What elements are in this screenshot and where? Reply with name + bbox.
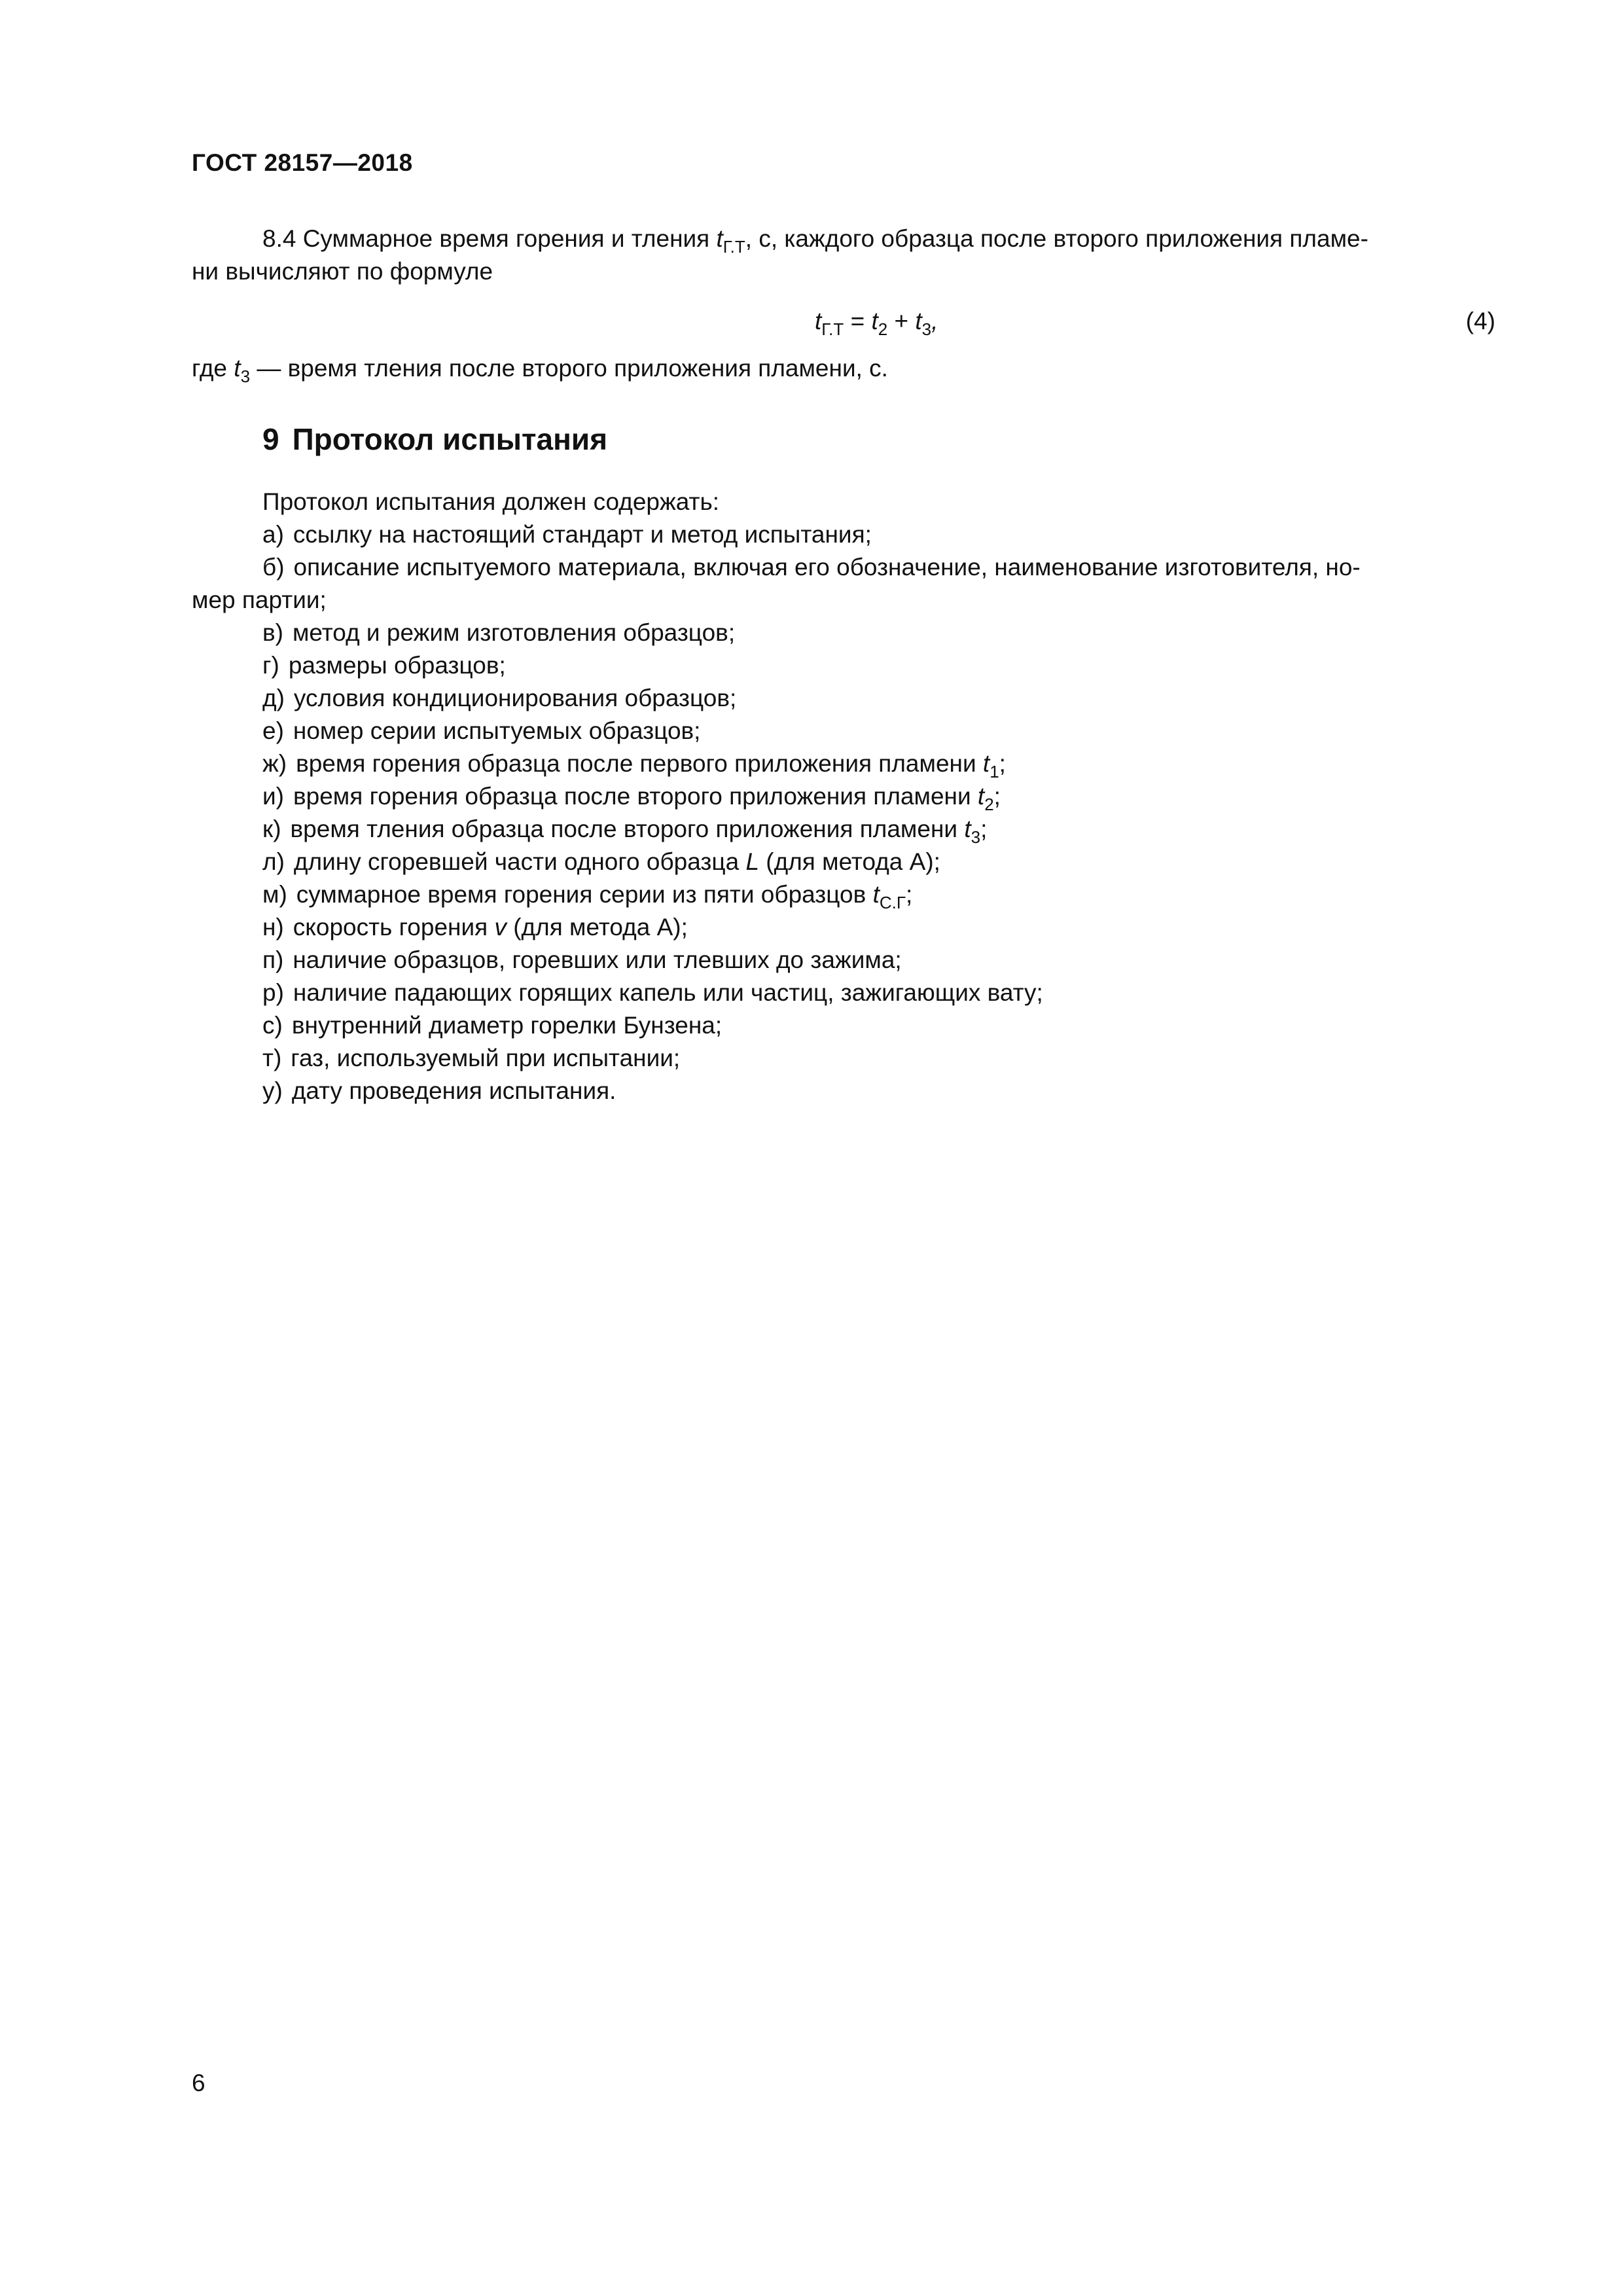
list-marker: в) bbox=[262, 619, 283, 646]
list-item bbox=[192, 518, 1495, 551]
list-item-text: суммарное время горения серии из пяти образцов bbox=[296, 881, 866, 908]
list-item-text: время горения образца после второго приложения пламени bbox=[293, 783, 971, 810]
list-item-text: скорость горения bbox=[293, 914, 488, 941]
list-item-subscript: 1 bbox=[990, 762, 999, 781]
document-code: ГОСТ 28157—2018 bbox=[192, 149, 413, 176]
formula-explanation bbox=[192, 352, 888, 385]
list-item-subscript: С.Г bbox=[879, 893, 906, 912]
formula-row bbox=[192, 305, 1495, 339]
symbol-subscript: Г.Т bbox=[722, 237, 745, 257]
list-marker: с) bbox=[262, 1012, 283, 1039]
list-item-text: наличие образцов, горевших или тлевших до зажима; bbox=[293, 946, 902, 973]
list-marker: р) bbox=[262, 979, 284, 1006]
page-number: 6 bbox=[192, 2070, 205, 2096]
list-item-text: номер серии испытуемых образцов; bbox=[293, 717, 701, 744]
list-item-text: внутренний диаметр горелки Бунзена; bbox=[291, 1012, 722, 1039]
protocol-list bbox=[192, 486, 1495, 1107]
where-subscript: 3 bbox=[240, 367, 251, 386]
list-item-text: описание испытуемого материала, включая его обозначение, наименование изготовителя, но- bbox=[293, 554, 1361, 581]
list-item-symbol: t bbox=[872, 881, 880, 908]
where-text: — время тления после второго приложения пламени, с. bbox=[250, 355, 888, 382]
list-item bbox=[192, 1009, 1495, 1042]
list-item-tail: (для метода А); bbox=[506, 914, 688, 941]
list-marker: ж) bbox=[262, 750, 287, 777]
list-item-tail: ; bbox=[980, 816, 988, 842]
where-symbol: t bbox=[234, 355, 241, 382]
list-item-text: размеры образцов; bbox=[288, 652, 506, 679]
list-item-subscript: 2 bbox=[984, 795, 994, 814]
formula-operator: = bbox=[844, 308, 872, 334]
list-marker: б) bbox=[262, 554, 285, 581]
list-marker: м) bbox=[262, 881, 287, 908]
list-item-text: ссылку на настоящий стандарт и метод испытания; bbox=[293, 521, 872, 548]
section-title: Протокол испытания bbox=[292, 422, 608, 456]
list-item-text: метод и режим изготовления образцов; bbox=[292, 619, 736, 646]
list-marker: д) bbox=[262, 685, 285, 711]
list-item-text: наличие падающих горящих капель или частиц, зажигающих вату; bbox=[293, 979, 1043, 1006]
list-item bbox=[192, 878, 1495, 911]
list-item bbox=[192, 1075, 1495, 1107]
clause-8-4-line-1 bbox=[192, 223, 1495, 255]
formula-symbol: t bbox=[815, 308, 822, 334]
list-item bbox=[192, 747, 1495, 780]
where-prefix: где bbox=[192, 355, 228, 382]
list-item-symbol: t bbox=[964, 816, 971, 842]
formula bbox=[815, 305, 938, 338]
clause-text: , с, каждого образца после второго приложения пламе- bbox=[745, 225, 1368, 252]
list-marker: к) bbox=[262, 816, 281, 842]
list-item bbox=[192, 715, 1495, 747]
list-item bbox=[192, 944, 1495, 977]
list-item-tail: (для метода А); bbox=[759, 848, 940, 875]
list-item-symbol: t bbox=[982, 750, 990, 777]
list-item-text: время горения образца после первого приложения пламени bbox=[296, 750, 976, 777]
formula-symbol: t bbox=[871, 308, 878, 334]
list-marker: г) bbox=[262, 652, 279, 679]
list-item-symbol: L bbox=[745, 848, 760, 875]
list-item-symbol: v bbox=[494, 914, 507, 941]
clause-8-4-line-2: ни вычисляют по формуле bbox=[192, 258, 493, 285]
list-item bbox=[192, 977, 1495, 1009]
list-item-subscript: 3 bbox=[971, 827, 981, 847]
list-marker: е) bbox=[262, 717, 284, 744]
formula-symbol: t bbox=[915, 308, 922, 334]
list-item-tail: ; bbox=[905, 881, 913, 908]
list-marker: л) bbox=[262, 848, 285, 875]
formula-subscript: 2 bbox=[878, 319, 888, 339]
list-marker: и) bbox=[262, 783, 284, 810]
list-marker: а) bbox=[262, 521, 284, 548]
list-item-text: условия кондиционирования образцов; bbox=[293, 685, 737, 711]
list-item bbox=[192, 1042, 1495, 1075]
list-item bbox=[192, 682, 1495, 715]
list-item bbox=[192, 649, 1495, 682]
list-item bbox=[192, 911, 1495, 944]
formula-subscript: 3 bbox=[921, 319, 932, 339]
list-item-text: длину сгоревшей части одного образца bbox=[293, 848, 740, 875]
list-item-text: газ, используемый при испытании; bbox=[291, 1045, 681, 1071]
list-item-continuation: мер партии; bbox=[192, 586, 327, 613]
list-item bbox=[192, 780, 1495, 813]
list-item-text: время тления образца после второго приложения пламени bbox=[290, 816, 958, 842]
symbol-t: t bbox=[716, 225, 723, 252]
section-heading bbox=[262, 422, 607, 457]
formula-subscript: Г.Т bbox=[821, 319, 844, 339]
list-marker: н) bbox=[262, 914, 284, 941]
clause-8-4 bbox=[192, 223, 1495, 288]
formula-operator: + bbox=[887, 308, 916, 334]
list-item-text: дату проведения испытания. bbox=[291, 1077, 616, 1104]
list-item-tail: ; bbox=[993, 783, 1001, 810]
list-marker: у) bbox=[262, 1077, 283, 1104]
list-marker: п) bbox=[262, 946, 284, 973]
list-item bbox=[192, 617, 1495, 649]
list-item bbox=[192, 813, 1495, 846]
list-item-symbol: t bbox=[977, 783, 985, 810]
protocol-intro: Протокол испытания должен содержать: bbox=[262, 488, 720, 515]
list-marker: т) bbox=[262, 1045, 282, 1071]
list-item-tail: ; bbox=[999, 750, 1006, 777]
list-item bbox=[192, 846, 1495, 878]
section-number: 9 bbox=[262, 422, 279, 456]
list-item bbox=[192, 551, 1495, 584]
clause-text: 8.4 Суммарное время горения и тления bbox=[262, 225, 710, 252]
formula-punctuation: , bbox=[931, 308, 938, 334]
formula-number: (4) bbox=[1465, 308, 1495, 334]
